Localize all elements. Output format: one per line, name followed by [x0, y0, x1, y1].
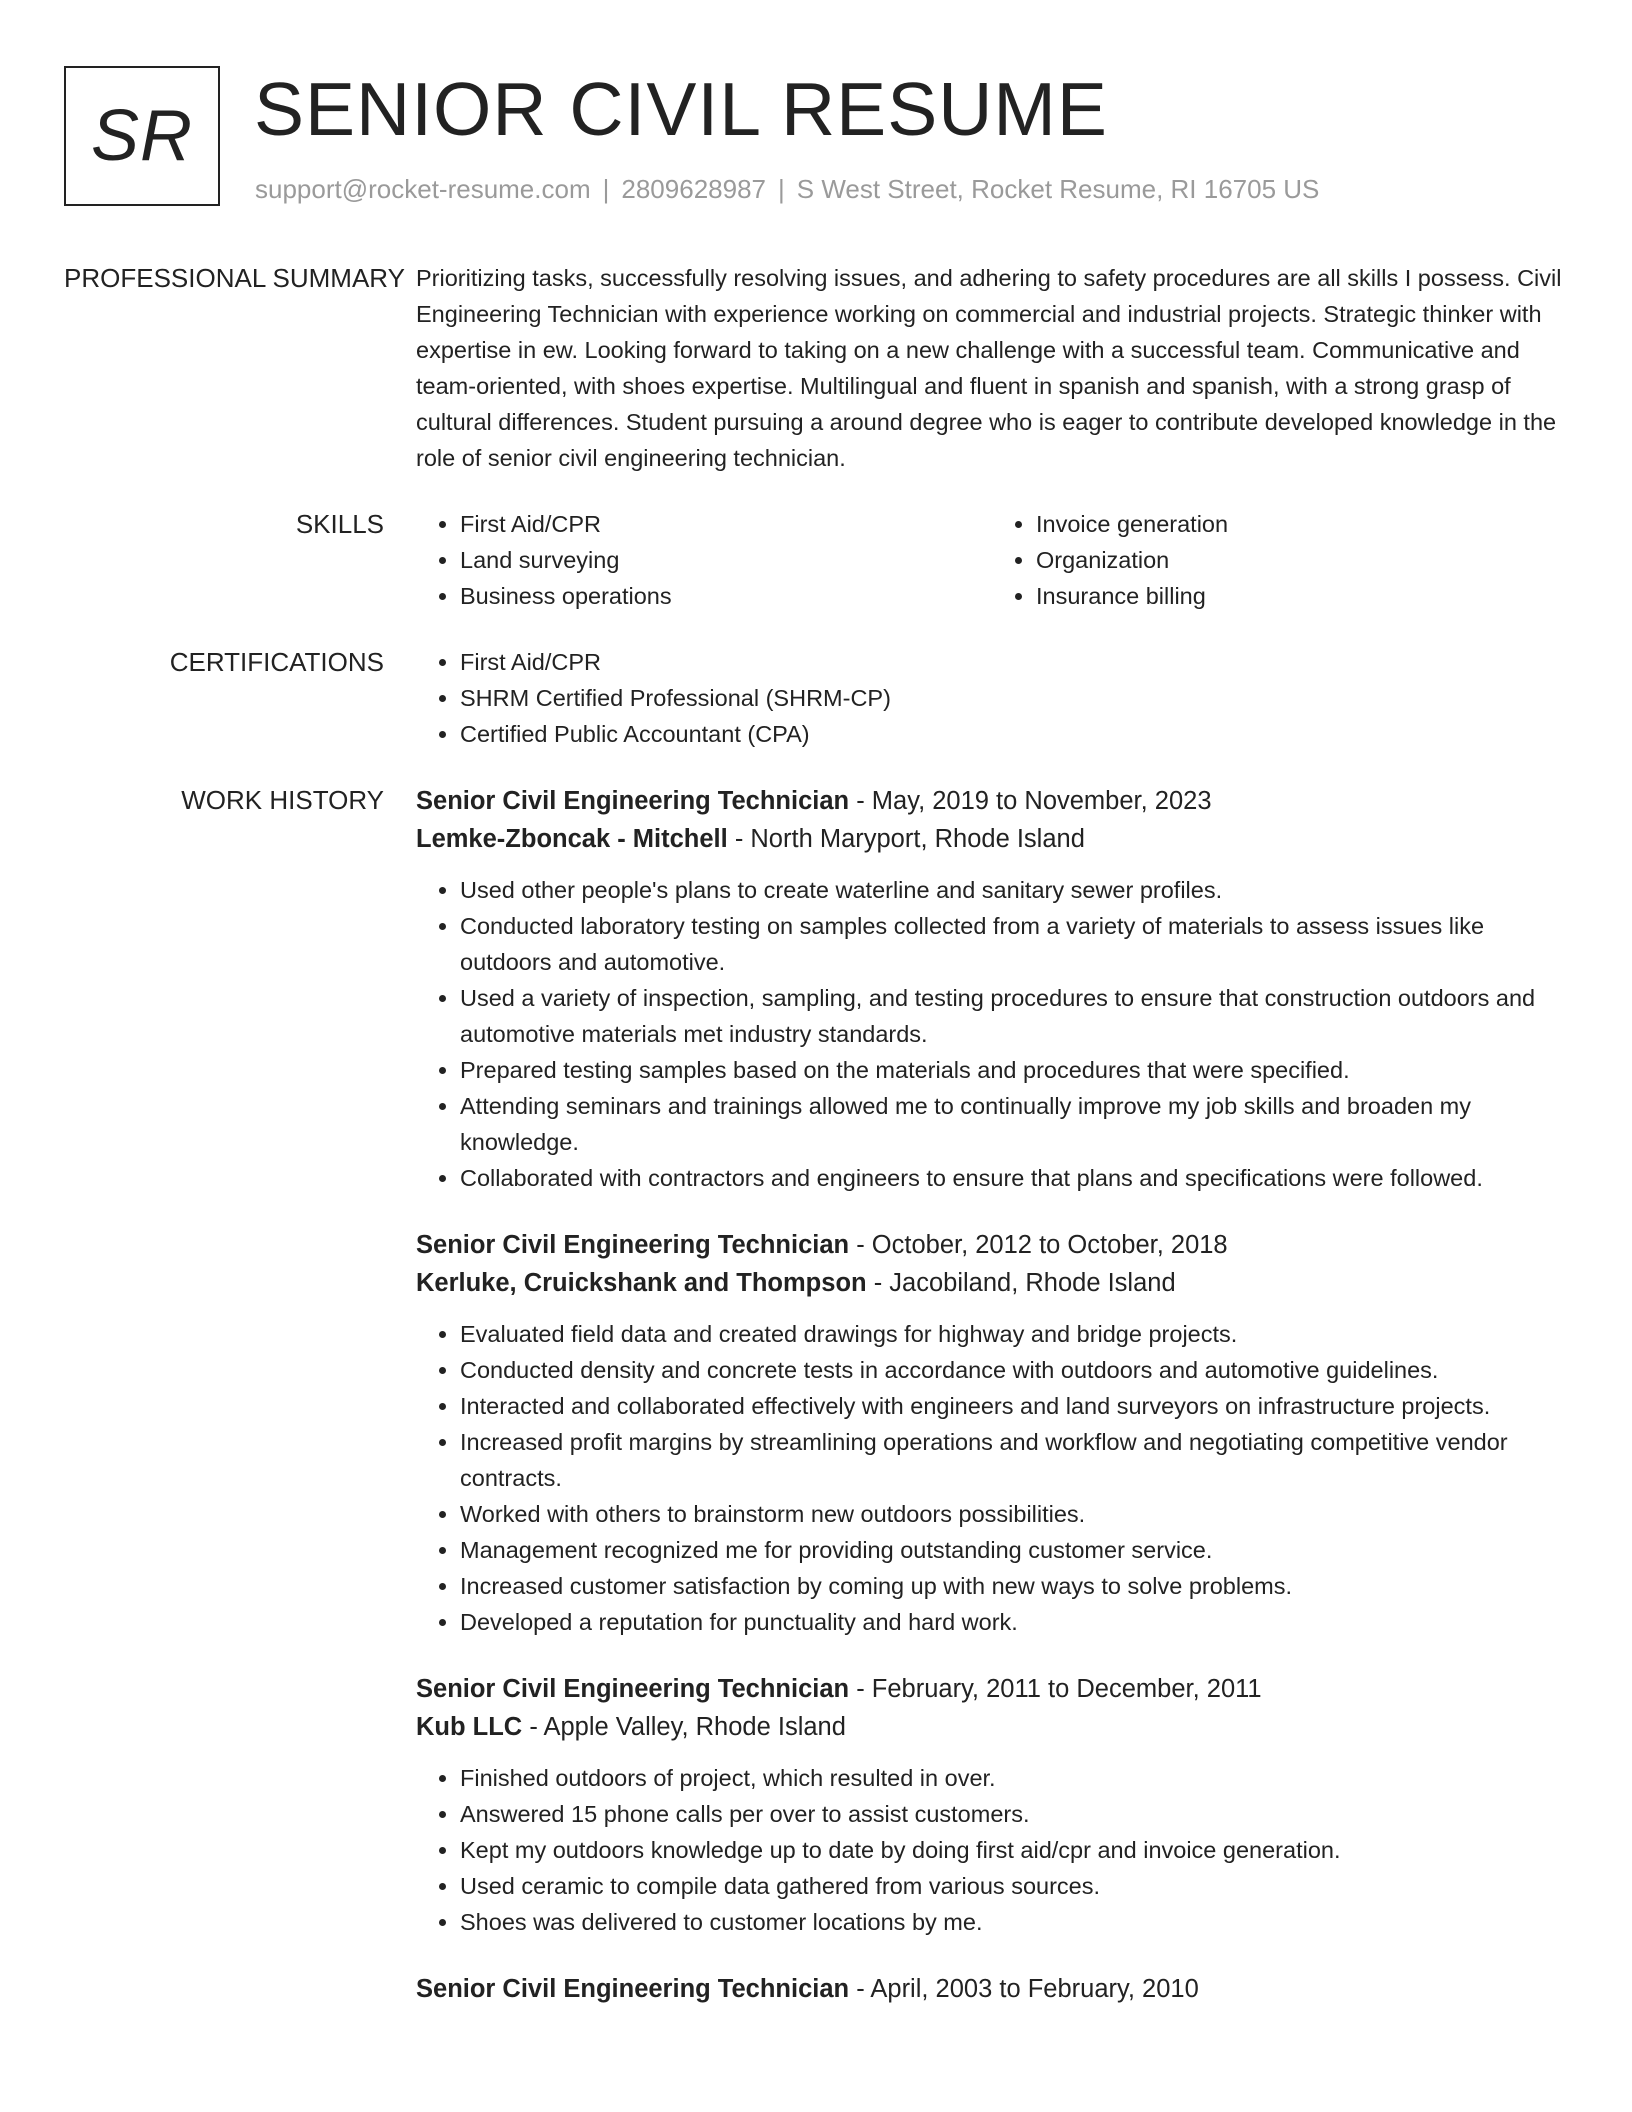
summary-section — [64, 260, 1568, 476]
resume-header — [64, 66, 1568, 210]
resume-content — [64, 260, 1568, 2068]
summary-text: Prioritizing tasks, successfully resolving issues, and adhering to safety procedures are all skills I possess. Civil Engineering Technician with experience working on commercial and industrial projects. Strategic thinker with expertise in ew. Looking forward to taking on a new challenge with a successful team. Communicative and team-oriented, with shoes expertise. Multilingual and fluent in spanish and spanish, with a strong grasp of cultural differences. Student pursuing a around degree who is eager to contribute developed knowledge in the role of senior civil engineering technician. — [416, 265, 1562, 471]
certification-item: • Certified Public Accountant (CPA) — [460, 716, 1568, 752]
job-title: Senior Civil Engineering Technician — [416, 787, 850, 815]
certification-item: • First Aid/CPR — [460, 644, 1568, 680]
job-entry — [416, 782, 1568, 1196]
contact-address: S West Street, Rocket Resume, RI 16705 US — [796, 174, 1320, 204]
job-bullet: • Attending seminars and trainings allowed me to continually improve my job skills and broaden my knowledge. — [460, 1088, 1568, 1160]
certification-item: • SHRM Certified Professional (SHRM-CP) — [460, 680, 1568, 716]
job-bullets — [416, 872, 1568, 1196]
job-bullet: • Evaluated field data and created drawings for highway and bridge projects. — [460, 1316, 1568, 1352]
certifications-section — [64, 644, 1568, 752]
job-bullet: • Collaborated with contractors and engineers to ensure that plans and specifications were followed. — [460, 1160, 1568, 1196]
job-location: - Jacobiland, Rhode Island — [866, 1269, 1176, 1297]
job-bullet: • Used ceramic to compile data gathered from various sources. — [460, 1868, 1568, 1904]
job-bullet: • Kept my outdoors knowledge up to date by doing first aid/cpr and invoice generation. — [460, 1832, 1568, 1868]
contact-line — [255, 174, 1319, 205]
job-bullet: • Increased customer satisfaction by coming up with new ways to solve problems. — [460, 1568, 1568, 1604]
skills-section — [64, 506, 1568, 614]
job-location: - North Maryport, Rhode Island — [727, 825, 1085, 853]
summary-label: PROFESSIONAL SUMMARY — [64, 263, 405, 293]
skill-item: • Invoice generation — [1036, 506, 1568, 542]
skill-item: • Insurance billing — [1036, 578, 1568, 614]
job-bullets — [416, 1760, 1568, 1940]
job-title: Senior Civil Engineering Technician — [416, 1231, 850, 1259]
job-dates: - October, 2012 to October, 2018 — [849, 1231, 1228, 1259]
job-bullet: • Answered 15 phone calls per over to assist customers. — [460, 1796, 1568, 1832]
job-title-line — [416, 1670, 1568, 1708]
job-title-line — [416, 1226, 1568, 1264]
job-dates: - May, 2019 to November, 2023 — [849, 787, 1212, 815]
job-company-line — [416, 1708, 1568, 1746]
skill-item: • First Aid/CPR — [460, 506, 992, 542]
job-bullet: • Worked with others to brainstorm new outdoors possibilities. — [460, 1496, 1568, 1532]
skills-list-left — [416, 506, 992, 614]
skill-item: • Land surveying — [460, 542, 992, 578]
job-title-line — [416, 1970, 1568, 2008]
job-entry — [416, 1970, 1568, 2008]
skill-item: • Organization — [1036, 542, 1568, 578]
job-bullet: • Used other people's plans to create waterline and sanitary sewer profiles. — [460, 872, 1568, 908]
certifications-list — [416, 644, 1568, 752]
job-company: Lemke-Zboncak - Mitchell — [416, 825, 728, 853]
resume-name: SENIOR CIVIL RESUME — [254, 67, 1108, 151]
job-entry — [416, 1226, 1568, 1640]
job-dates: - February, 2011 to December, 2011 — [849, 1675, 1262, 1703]
job-bullet: • Finished outdoors of project, which resulted in over. — [460, 1760, 1568, 1796]
job-company: Kerluke, Cruickshank and Thompson — [416, 1269, 867, 1297]
skills-list-right — [992, 506, 1568, 614]
contact-separator: | — [602, 174, 610, 204]
job-company: Kub LLC — [416, 1713, 523, 1741]
job-entry — [416, 1670, 1568, 1940]
job-bullet: • Developed a reputation for punctuality and hard work. — [460, 1604, 1568, 1640]
skills-label: SKILLS — [295, 509, 384, 539]
job-title-line — [416, 782, 1568, 820]
job-bullets — [416, 1316, 1568, 1640]
contact-email: support@rocket-resume.com — [255, 174, 591, 204]
certifications-label: CERTIFICATIONS — [169, 647, 384, 677]
job-dates: - April, 2003 to February, 2010 — [849, 1975, 1199, 2003]
job-title: Senior Civil Engineering Technician — [416, 1975, 850, 2003]
job-bullet: • Conducted density and concrete tests in accordance with outdoors and automotive guidelines. — [460, 1352, 1568, 1388]
contact-separator: | — [778, 174, 785, 204]
job-company-line — [416, 1264, 1568, 1302]
job-bullet: • Management recognized me for providing outstanding customer service. — [460, 1532, 1568, 1568]
job-bullet: • Prepared testing samples based on the materials and procedures that were specified. — [460, 1052, 1568, 1088]
job-bullet: • Shoes was delivered to customer locations by me. — [460, 1904, 1568, 1940]
job-bullet: • Used a variety of inspection, sampling, and testing procedures to ensure that construction outdoors and automotive materials met industry standards. — [460, 980, 1568, 1052]
skill-item: • Business operations — [460, 578, 992, 614]
work-history-section — [64, 782, 1568, 2038]
job-location: - Apple Valley, Rhode Island — [522, 1713, 846, 1741]
monogram-logo: SR — [64, 66, 220, 206]
job-company-line — [416, 820, 1568, 858]
job-bullet: • Increased profit margins by streamlining operations and workflow and negotiating competitive vendor contracts. — [460, 1424, 1568, 1496]
contact-phone: 2809628987 — [621, 174, 766, 204]
job-title: Senior Civil Engineering Technician — [416, 1675, 850, 1703]
work-history-label: WORK HISTORY — [181, 785, 384, 815]
job-bullet: • Conducted laboratory testing on samples collected from a variety of materials to assess issues like outdoors and automotive. — [460, 908, 1568, 980]
job-bullet: • Interacted and collaborated effectively with engineers and land surveyors on infrastructure projects. — [460, 1388, 1568, 1424]
